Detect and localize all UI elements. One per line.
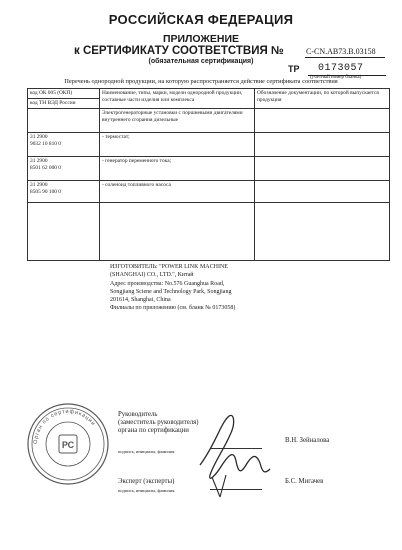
tnved-code: 9032 10 810 0 (30, 141, 61, 148)
certification-type: (обязательная сертификация) (148, 58, 254, 65)
expert-name: Б.С. Мигачев (285, 478, 324, 485)
tr-label: ТР (288, 64, 300, 74)
okp-code: 31 2900 (30, 182, 48, 189)
manufacturer-address: Songjiang Sciene and Technology Park, Songjiang (110, 288, 232, 295)
head-name: В.Н. Зейналова (285, 437, 330, 444)
svg-text:Орган по сертификации (33, 409, 97, 444)
table-row (28, 203, 390, 261)
table-row (28, 157, 390, 181)
product-name: - генератор переменного тока; (100, 157, 255, 181)
certificate-number: C-CN.AB73.B.03158 (306, 47, 376, 56)
manufacturer-line: ИЗГОТОВИТЕЛЬ: "POWER LINK MACHINE (110, 264, 228, 270)
tnved-code: 8505 90 100 0 (30, 189, 61, 196)
okp-header: код ОК 005 (ОКП) (28, 89, 100, 99)
product-name: - термостат; (100, 133, 255, 157)
product-docs (255, 133, 390, 157)
expert-caption: подпись, инициалы, фамилия (118, 488, 175, 493)
product-table (27, 88, 390, 261)
country-title: РОССИЙСКАЯ ФЕДЕРАЦИЯ (108, 12, 294, 27)
table-row (28, 133, 390, 157)
tnved-code: 8501 62 000 0 (30, 165, 61, 172)
product-docs (255, 181, 390, 203)
group-title: Электрогенераторные установки с поршневыми двигателями внутреннего сгорания дизельные (100, 109, 255, 133)
head-label (118, 411, 199, 435)
product-docs (255, 157, 390, 181)
table-row (28, 109, 390, 133)
okp-code: 31 2900 (30, 134, 48, 141)
head-label-line-2: (заместитель руководителя) (118, 419, 199, 427)
head-label-line-1: Руководитель (118, 411, 158, 418)
name-header: Наименование, типы, марки, модели однородной продукции, составные части изделия или комплекса (100, 89, 255, 109)
annex-title: ПРИЛОЖЕНИЕ (162, 33, 240, 45)
manufacturer-address: 201614, Shanghai, China (110, 297, 171, 304)
intro-text: Перечень однородной продукции, на которую распространяется действие сертификата соответствия (64, 78, 338, 85)
table-header-row (28, 89, 390, 99)
expert-label: Эксперт (эксперты) (118, 478, 175, 485)
manufacturer-line: (SHANGHAI) CO., LTD.", Китай (110, 272, 194, 279)
manufacturer-block (110, 263, 235, 313)
okp-code: 31 2900 (30, 158, 48, 165)
blank-number-note: (учетный номер бланка) (310, 75, 362, 80)
manufacturer-address: Адрес производства: No.576 Guanghua Road, (110, 280, 225, 287)
signature-icon (190, 405, 280, 505)
docs-header: Обозначение документации, по которой выпускается продукция (255, 89, 390, 109)
stamp-center-text: РС (61, 440, 75, 450)
stamp-ring-text: Орган по сертификации (32, 408, 97, 445)
head-caption: подпись, инициалы, фамилия (118, 449, 175, 454)
tnved-header: код ТН ВЭД России (28, 99, 100, 109)
table-row (28, 181, 390, 203)
blank-number: 0173057 (318, 63, 364, 74)
expert-signature-line (210, 489, 262, 490)
certificate-title: к СЕРТИФИКАТУ СООТВЕТСТВИЯ № (74, 45, 284, 57)
product-name: - соленоид топливного насоса (100, 181, 255, 203)
branches-note: Филиалы по приложению (см. бланк № 0173058) (110, 305, 236, 312)
certification-stamp (26, 402, 110, 486)
head-label-line-3: органа по сертификации (118, 427, 189, 435)
